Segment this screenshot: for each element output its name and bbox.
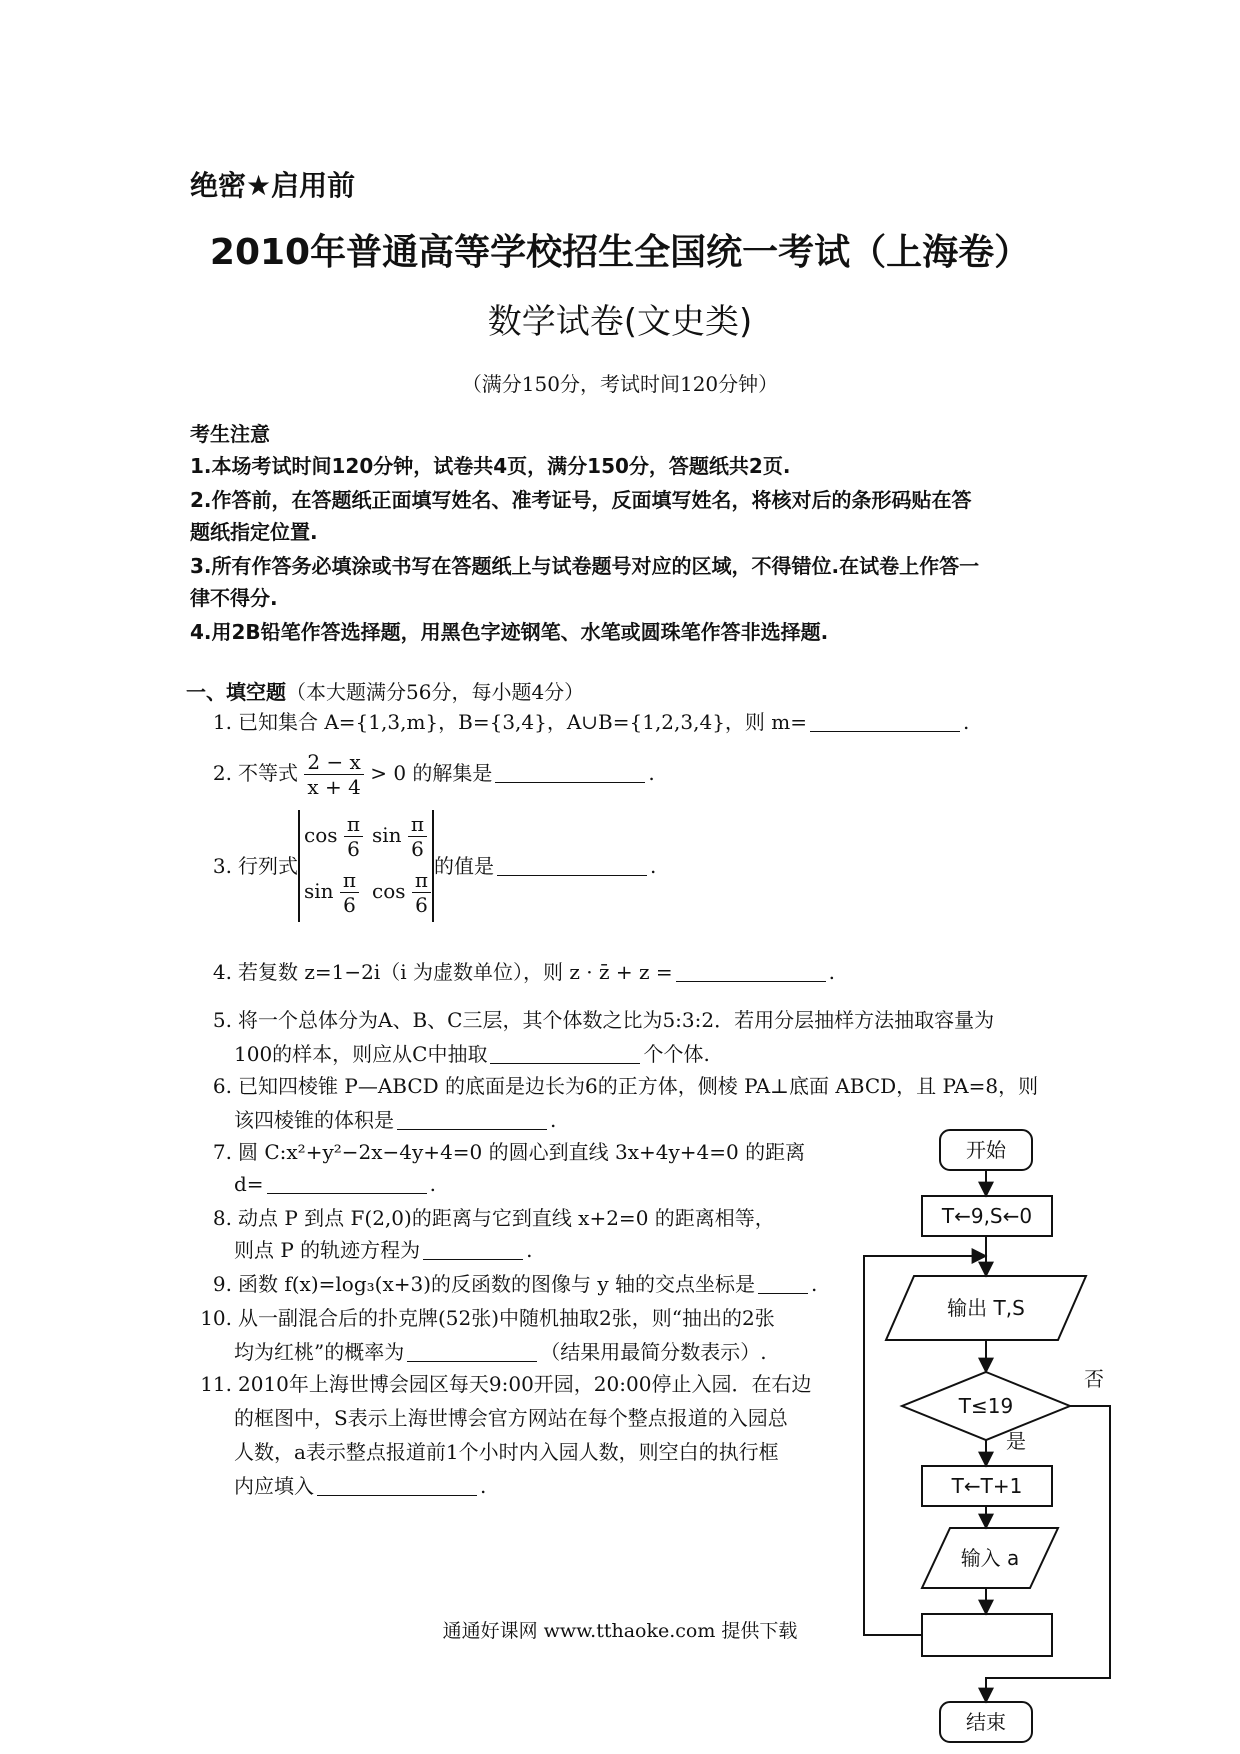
notice-item: 3.所有作答务必填涂或书写在答题纸上与试卷题号对应的区域，不得错位.在试卷上作答一 xyxy=(190,554,980,578)
notice-item: 4.用2B铅笔作答选择题，用黑色字迹钢笔、水笔或圆珠笔作答非选择题. xyxy=(190,620,829,644)
question-text: 内应填入 xyxy=(234,1474,314,1498)
question-text: 均为红桃”的概率为 xyxy=(234,1340,405,1364)
question-number: 11. xyxy=(200,1372,232,1396)
question-text: 个个体. xyxy=(643,1042,710,1066)
notice-item: 题纸指定位置. xyxy=(190,520,318,544)
det-func: cos xyxy=(372,879,406,903)
punct: . xyxy=(811,1272,818,1296)
question-number: 9. xyxy=(212,1272,232,1296)
denominator: 6 xyxy=(415,893,428,917)
det-func: cos xyxy=(304,823,338,847)
notice-item: 1.本场考试时间120分钟，试卷共4页，满分150分，答题纸共2页. xyxy=(190,454,791,478)
question-number: 10. xyxy=(200,1306,232,1330)
question-number: 6. xyxy=(212,1074,232,1098)
flow-end-label: 结束 xyxy=(966,1710,1006,1734)
punct: . xyxy=(828,960,835,984)
question-text: 的框图中，S表示上海世博会官方网站在每个整点报道的入园总 xyxy=(234,1406,788,1430)
question-text: 将一个总体分为A、B、C三层，其个体数之比为5:3:2．若用分层抽样方法抽取容量为 xyxy=(238,1008,995,1032)
question-text: A={1,3,m}，B={3,4}，A∪B={1,2,3,4}，则 m= xyxy=(324,710,808,734)
question-text: 的值是 xyxy=(434,854,494,878)
question-text: 2010年上海世博会园区每天9:00开园，20:00停止入园．在右边 xyxy=(238,1372,812,1396)
punct: . xyxy=(429,1172,436,1196)
question-number: 4. xyxy=(212,960,232,984)
question-text: 动点 P 到点 F(2,0)的距离与它到直线 x+2=0 的距离相等， xyxy=(238,1206,775,1230)
question-number: 7. xyxy=(212,1140,232,1164)
punct: . xyxy=(526,1238,533,1262)
section-title: 一、填空题 xyxy=(186,680,286,704)
section-note: （本大题满分56分，每小题4分） xyxy=(286,680,585,704)
question-text: 不等式 xyxy=(238,761,298,785)
question-text: 从一副混合后的扑克牌(52张)中随机抽取2张，则“抽出的2张 xyxy=(238,1306,775,1330)
question-text: 100的样本，则应从C中抽取 xyxy=(234,1042,488,1066)
punct: . xyxy=(550,1108,557,1132)
question-number: 2. xyxy=(212,761,232,785)
flow-output-label: 输出 T,S xyxy=(947,1296,1025,1320)
punct: . xyxy=(480,1474,487,1498)
question-text: 该四棱锥的体积是 xyxy=(234,1108,394,1132)
notice-item: 律不得分. xyxy=(190,586,278,610)
numerator: π xyxy=(408,812,427,837)
exam-info: （满分150分，考试时间120分钟） xyxy=(461,372,779,396)
question-text: 圆 C:x²+y²−2x−4y+4=0 的圆心到直线 3x+4y+4=0 的距离 xyxy=(238,1140,806,1164)
flow-start-label: 开始 xyxy=(966,1138,1006,1162)
secret-label: 绝密★启用前 xyxy=(190,169,356,202)
flow-yes-label: 是 xyxy=(1006,1429,1026,1453)
question-text: 行列式 xyxy=(238,854,298,878)
question-number: 8. xyxy=(212,1206,232,1230)
numerator: 2 − x xyxy=(304,750,363,775)
notice-item: 2.作答前，在答题纸正面填写姓名、准考证号，反面填写姓名，将核对后的条形码贴在答 xyxy=(190,488,972,512)
question-number: 3. xyxy=(212,854,232,878)
exam-subtitle: 数学试卷(文史类) xyxy=(487,302,753,342)
numerator: π xyxy=(340,868,359,893)
flow-step-label: T←T+1 xyxy=(951,1474,1023,1498)
flow-init-label: T←9,S←0 xyxy=(941,1204,1033,1228)
notice-heading: 考生注意 xyxy=(190,422,270,446)
exam-title: 2010年普通高等学校招生全国统一考试（上海卷） xyxy=(209,232,1031,273)
denominator: 6 xyxy=(411,837,424,861)
numerator: π xyxy=(344,812,363,837)
question-text: 则点 P 的轨迹方程为 xyxy=(234,1238,421,1262)
denominator: x + 4 xyxy=(307,775,361,799)
question-number: 5. xyxy=(212,1008,232,1032)
question-number: 1. xyxy=(212,710,232,734)
question-text: 若复数 z=1−2i（i 为虚数单位），则 z · z̄ + z = xyxy=(238,960,673,984)
denominator: 6 xyxy=(343,893,356,917)
det-func: sin xyxy=(372,823,402,847)
page-footer: 通通好课网 www.tthaoke.com 提供下载 xyxy=(442,1620,798,1642)
question-text: d= xyxy=(234,1172,264,1196)
punct: . xyxy=(648,761,655,785)
flow-input-label: 输入 a xyxy=(960,1546,1020,1570)
question-text: 函数 f(x)=log₃(x+3)的反函数的图像与 y 轴的交点坐标是 xyxy=(238,1272,756,1296)
numerator: π xyxy=(412,868,431,893)
question-text: 人数，a表示整点报道前1个小时内入园人数，则空白的执行框 xyxy=(234,1440,779,1464)
flow-condition-label: T≤19 xyxy=(958,1394,1014,1418)
punct: . xyxy=(650,854,657,878)
question-text: 已知集合 xyxy=(238,710,318,734)
question-text: 已知四棱锥 P—ABCD 的底面是边长为6的正方体，侧棱 PA⊥底面 ABCD，且 PA=8，则 xyxy=(238,1074,1039,1098)
question-text: （结果用最简分数表示）. xyxy=(540,1340,767,1364)
question-text: > 0 的解集是 xyxy=(370,761,493,785)
flow-no-label: 否 xyxy=(1084,1367,1104,1391)
det-func: sin xyxy=(304,879,334,903)
punct: . xyxy=(963,710,970,734)
denominator: 6 xyxy=(347,837,360,861)
